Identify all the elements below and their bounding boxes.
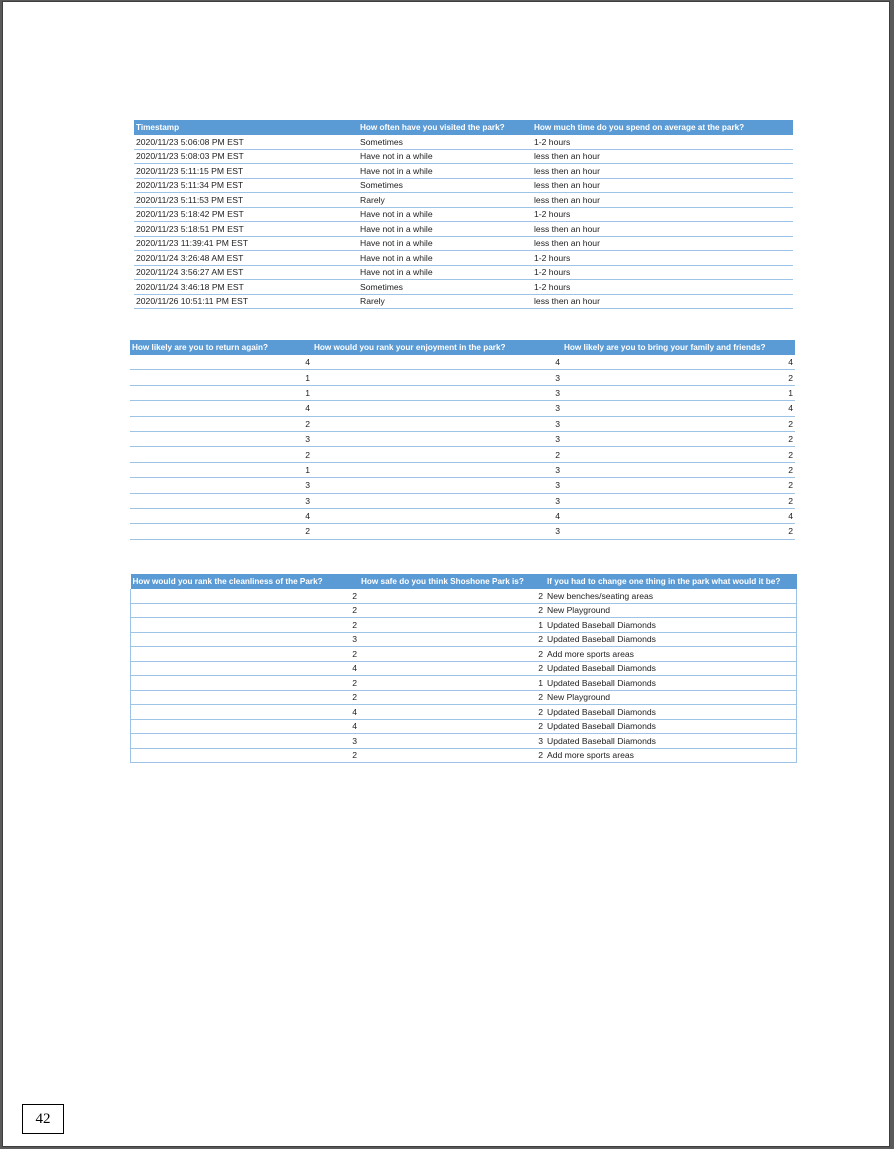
table-row xyxy=(131,690,797,705)
table-cell: Sometimes xyxy=(358,135,532,149)
column-header: Timestamp xyxy=(134,120,358,135)
table-row xyxy=(131,705,797,720)
table-cell: Rarely xyxy=(358,294,532,309)
table-row xyxy=(130,401,795,416)
table-cell: 2 xyxy=(562,447,795,462)
table-cell: Have not in a while xyxy=(358,265,532,280)
table-cell: 1-2 hours xyxy=(532,135,793,149)
table-cell: Add more sports areas xyxy=(545,748,797,763)
table-cell: 3 xyxy=(312,401,562,416)
table-cell: Sometimes xyxy=(358,178,532,193)
table-row xyxy=(131,734,797,749)
table-cell: 1 xyxy=(130,385,312,400)
table-cell: New Playground xyxy=(545,603,797,618)
table-cell: Updated Baseball Diamonds xyxy=(545,705,797,720)
table-row xyxy=(131,618,797,633)
table-row xyxy=(134,294,793,309)
table-row xyxy=(131,748,797,763)
table-row xyxy=(134,236,793,251)
table-cell: 4 xyxy=(130,355,312,370)
table-row xyxy=(130,355,795,370)
table-row xyxy=(134,251,793,266)
table-cell: 3 xyxy=(131,632,360,647)
table-cell: 4 xyxy=(131,719,360,734)
table-cell: Have not in a while xyxy=(358,222,532,237)
table-cell: 2020/11/24 3:46:18 PM EST xyxy=(134,280,358,295)
table-row xyxy=(131,632,797,647)
cleanliness-safety-table xyxy=(130,574,797,763)
table-cell: less then an hour xyxy=(532,222,793,237)
table-cell: 3 xyxy=(312,431,562,446)
table-row xyxy=(130,385,795,400)
table-row xyxy=(130,447,795,462)
table-cell: 2020/11/23 5:11:15 PM EST xyxy=(134,164,358,179)
table-cell: 2 xyxy=(562,524,795,539)
table-cell: Updated Baseball Diamonds xyxy=(545,734,797,749)
table-cell: Updated Baseball Diamonds xyxy=(545,618,797,633)
table-cell: 2 xyxy=(312,447,562,462)
table-cell: 3 xyxy=(312,478,562,493)
table-cell: Updated Baseball Diamonds xyxy=(545,719,797,734)
visits-table xyxy=(134,120,793,309)
document-page xyxy=(3,2,889,1146)
table-cell: 2 xyxy=(562,431,795,446)
table-cell: 2020/11/24 3:56:27 AM EST xyxy=(134,265,358,280)
table-cell: 2 xyxy=(130,447,312,462)
table-row xyxy=(131,647,797,662)
table-cell: 2 xyxy=(131,748,360,763)
table-cell: 3 xyxy=(130,478,312,493)
column-header: If you had to change one thing in the park what would it be? xyxy=(545,574,797,589)
table-cell: 2 xyxy=(130,416,312,431)
table-cell: 2 xyxy=(131,676,360,691)
table-cell: less then an hour xyxy=(532,149,793,164)
table-cell: 2020/11/24 3:26:48 AM EST xyxy=(134,251,358,266)
table-cell: 2 xyxy=(562,478,795,493)
table-cell: 3 xyxy=(130,431,312,446)
table-cell: Have not in a while xyxy=(358,236,532,251)
table-row xyxy=(130,462,795,477)
table-cell: 2 xyxy=(359,589,545,603)
table-cell: 2020/11/23 5:11:34 PM EST xyxy=(134,178,358,193)
table-cell: Updated Baseball Diamonds xyxy=(545,676,797,691)
table-cell: Have not in a while xyxy=(358,251,532,266)
table-cell: less then an hour xyxy=(532,236,793,251)
table-cell: 4 xyxy=(130,508,312,523)
table-cell: 2 xyxy=(359,690,545,705)
table-cell: 2 xyxy=(562,416,795,431)
table-cell: 2020/11/23 5:18:42 PM EST xyxy=(134,207,358,222)
table-row xyxy=(134,207,793,222)
table-cell: 2 xyxy=(359,748,545,763)
table-cell: 2020/11/23 5:18:51 PM EST xyxy=(134,222,358,237)
table-cell: 2 xyxy=(359,647,545,662)
column-header: How often have you visited the park? xyxy=(358,120,532,135)
table-cell: 2 xyxy=(359,632,545,647)
table-cell: Have not in a while xyxy=(358,207,532,222)
table-cell: 4 xyxy=(312,508,562,523)
table-cell: 1-2 hours xyxy=(532,207,793,222)
table-cell: 2 xyxy=(130,524,312,539)
table-row xyxy=(130,416,795,431)
table-cell: 4 xyxy=(562,401,795,416)
table-cell: less then an hour xyxy=(532,164,793,179)
table-cell: 3 xyxy=(312,493,562,508)
table-row xyxy=(130,524,795,539)
table-cell: 2 xyxy=(131,589,360,603)
table-row xyxy=(131,719,797,734)
ratings-table xyxy=(130,340,795,540)
table-cell: 4 xyxy=(562,508,795,523)
table-cell: 2 xyxy=(131,603,360,618)
table-row xyxy=(134,164,793,179)
table-cell: 3 xyxy=(130,493,312,508)
table-row xyxy=(131,676,797,691)
table-cell: 2 xyxy=(131,690,360,705)
table-header-row xyxy=(131,574,797,589)
table-cell: 2 xyxy=(562,493,795,508)
table-cell: less then an hour xyxy=(532,193,793,208)
table-cell: 1-2 hours xyxy=(532,265,793,280)
table-cell: Have not in a while xyxy=(358,149,532,164)
table-cell: less then an hour xyxy=(532,178,793,193)
table-cell: Sometimes xyxy=(358,280,532,295)
table-cell: 2 xyxy=(359,661,545,676)
table-cell: 2020/11/23 5:08:03 PM EST xyxy=(134,149,358,164)
table-cell: 1 xyxy=(130,370,312,385)
table-cell: 1 xyxy=(562,385,795,400)
table-row xyxy=(130,431,795,446)
table-row xyxy=(131,589,797,603)
table-row xyxy=(131,603,797,618)
table-header-row xyxy=(130,340,795,355)
table-cell: Have not in a while xyxy=(358,164,532,179)
table-cell: 1-2 hours xyxy=(532,251,793,266)
table-cell: 4 xyxy=(312,355,562,370)
table-cell: 2 xyxy=(131,618,360,633)
table-row xyxy=(134,178,793,193)
table-cell: 3 xyxy=(312,416,562,431)
table-cell: 2 xyxy=(562,370,795,385)
page-number: 42 xyxy=(22,1104,64,1134)
table-cell: 4 xyxy=(562,355,795,370)
table-row xyxy=(130,508,795,523)
table-row xyxy=(134,222,793,237)
table-cell: 3 xyxy=(312,524,562,539)
table-cell: 2020/11/23 11:39:41 PM EST xyxy=(134,236,358,251)
table-cell: 3 xyxy=(312,370,562,385)
table-cell: Rarely xyxy=(358,193,532,208)
table-cell: Updated Baseball Diamonds xyxy=(545,661,797,676)
table-cell: 4 xyxy=(131,661,360,676)
table-cell: New Playground xyxy=(545,690,797,705)
table-cell: New benches/seating areas xyxy=(545,589,797,603)
table-cell: 1-2 hours xyxy=(532,280,793,295)
table-row xyxy=(131,661,797,676)
table-row xyxy=(130,370,795,385)
table-cell: 2020/11/26 10:51:11 PM EST xyxy=(134,294,358,309)
column-header: How would you rank the cleanliness of the Park? xyxy=(131,574,360,589)
column-header: How would you rank your enjoyment in the park? xyxy=(312,340,562,355)
table-row xyxy=(134,149,793,164)
table-cell: 2020/11/23 5:11:53 PM EST xyxy=(134,193,358,208)
table-cell: 2 xyxy=(131,647,360,662)
column-header: How much time do you spend on average at the park? xyxy=(532,120,793,135)
table-row xyxy=(130,493,795,508)
table-cell: 1 xyxy=(359,676,545,691)
table-cell: 2020/11/23 5:06:08 PM EST xyxy=(134,135,358,149)
table-row xyxy=(130,478,795,493)
table-cell: 1 xyxy=(359,618,545,633)
table-header-row xyxy=(134,120,793,135)
table-row xyxy=(134,135,793,149)
table-cell: Updated Baseball Diamonds xyxy=(545,632,797,647)
column-header: How likely are you to bring your family and friends? xyxy=(562,340,795,355)
column-header: How safe do you think Shoshone Park is? xyxy=(359,574,545,589)
table-cell: 3 xyxy=(312,385,562,400)
table-cell: Add more sports areas xyxy=(545,647,797,662)
table-cell: 3 xyxy=(359,734,545,749)
table-cell: 3 xyxy=(131,734,360,749)
table-row xyxy=(134,193,793,208)
column-header: How likely are you to return again? xyxy=(130,340,312,355)
table-row xyxy=(134,280,793,295)
table-cell: 2 xyxy=(359,705,545,720)
table-cell: less then an hour xyxy=(532,294,793,309)
table-cell: 2 xyxy=(562,462,795,477)
table-cell: 3 xyxy=(312,462,562,477)
table-cell: 2 xyxy=(359,719,545,734)
table-cell: 1 xyxy=(130,462,312,477)
table-row xyxy=(134,265,793,280)
table-cell: 2 xyxy=(359,603,545,618)
table-cell: 4 xyxy=(130,401,312,416)
table-cell: 4 xyxy=(131,705,360,720)
